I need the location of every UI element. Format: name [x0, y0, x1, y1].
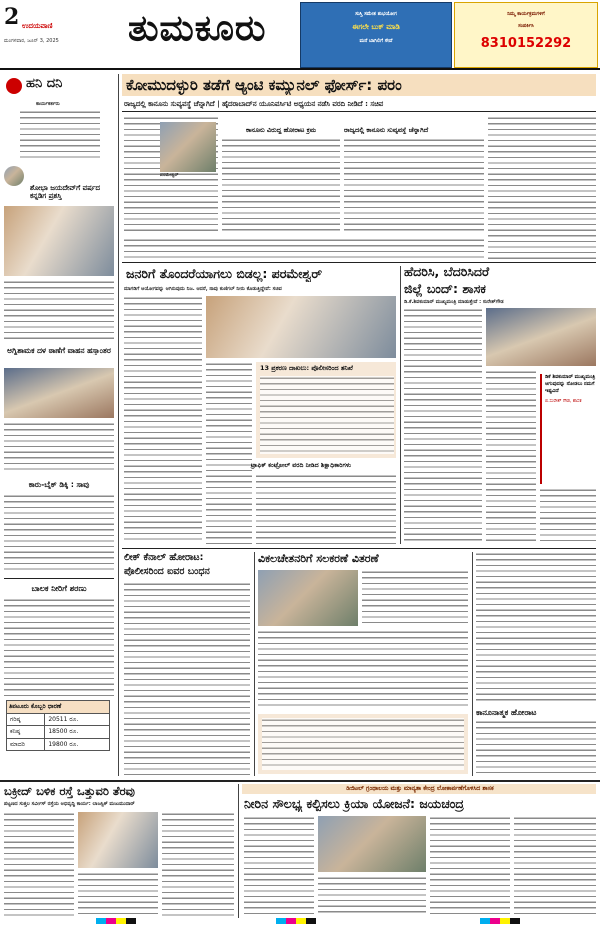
second-headline: ಜನರಿಗೆ ತೊಂದರೆಯಾಗಲು ಬಿಡಲ್ಲ: ಪರಮೇಶ್ವರ್: [126, 266, 323, 281]
ad-line: ಮನೆ ಬಾಗಿಲಿಗೆ ಸೇವೆ: [359, 38, 393, 44]
column-logo: [4, 75, 114, 101]
column-rule: [254, 552, 255, 776]
logo-dot-icon: [6, 78, 22, 94]
second-col2-text: [206, 362, 252, 544]
bottom-left-col3: [162, 812, 234, 916]
mla-photo: [486, 308, 596, 366]
fire-story-text: [4, 422, 114, 472]
box-headline: 13 ಪ್ರಕರಣ ದಾಖಲು: ಪೊಲೀಸರಿಂದ ತನಿಖೆ: [260, 364, 353, 372]
table-row: [7, 738, 110, 751]
right-subhead: ಡಿ.ಕೆ.ಶಿವಕುಮಾರ್ ಮುಖ್ಯಮಂತ್ರಿ ಮಾಡುತ್ತೇವೆ : ಸುರೇಶ್‌ಗೌಡ: [404, 299, 504, 305]
canal-headline: ಕಾನೂನಾತ್ಮಕ ಹೋರಾಟ: [476, 708, 537, 717]
bottom-right-col4: [514, 816, 596, 916]
registration-mark: [96, 918, 136, 924]
advertisement-left[interactable]: [300, 2, 452, 68]
divider: [122, 548, 596, 549]
lead-col3-text: [344, 138, 484, 234]
price-label: ಗರಿಷ್ಠ: [7, 713, 45, 726]
canal-story-text: [476, 720, 596, 776]
edition-date: ಮಂಗಳವಾರ, ಜೂನ್ 3, 2025: [4, 38, 59, 44]
lead-sub2: ರಾಜ್ಯದಲ್ಲಿ ಕಾನೂನು ಸುವ್ಯವಸ್ಥೆ ಚೆನ್ನಾಗಿದೆ: [344, 126, 429, 134]
drowning-story-text: [4, 598, 114, 696]
bottom-right-col1: [244, 816, 314, 916]
box-headline-2: ಟ್ರಾಫಿಕ್ ಕಂಟ್ರೋಲ್ ವರದಿ ನೀಡಿದ ಶಿಕ್ಷಾಧಿಕಾರಿಗಳು: [250, 462, 352, 469]
bottom-right-headline: ನೀರಿನ ಸೌಲಭ್ಯ ಕಲ್ಪಿಸಲು ಕ್ರಿಯಾ ಯೋಜನೆ: ಜಯಚಂದ್ರ: [244, 796, 464, 811]
canal-box-text: [262, 718, 464, 770]
pull-quote: [540, 374, 596, 484]
bottom-right-col2: [318, 876, 426, 916]
column-text: [20, 110, 100, 162]
box-text: [260, 376, 394, 454]
bottom-right-col3: [430, 816, 510, 916]
column-logo-text: ಹನಿ ದನಿ: [26, 76, 63, 91]
library-photo: [318, 816, 426, 872]
disabled-story-text: [258, 630, 468, 710]
lead-bottom-text: [124, 238, 484, 258]
fire-station-photo: [4, 368, 114, 418]
lead-sub1: ಕಾನೂನು ವಿರುದ್ಧ ಹೋರಾಟ ಕ್ರಮ: [245, 126, 316, 134]
column-rule: [472, 552, 473, 776]
column-rule: [238, 784, 239, 918]
disabled-event-photo: [258, 570, 358, 626]
column-rule: [400, 266, 401, 544]
divider: [4, 578, 114, 579]
ad-line: ನಿಮ್ಮ ಕಾರ್ಯಕ್ರಮಗಳಿಗೆ: [507, 11, 545, 17]
price-label: ಮಾದರಿ: [7, 738, 45, 751]
registration-mark: [276, 918, 316, 924]
bottom-left-subhead: ಪಟ್ಟಣದ ಸುತ್ತಲ ಸರ್ವೀಸ್ ರಸ್ತೆಯ ಅಭಿವೃದ್ಧಿ ಕಾರ್ಯ: ಲಾಜಸ್ಟಿಕ್ ಮಜುಮುದಾರ್: [4, 801, 135, 807]
headline-fire-station: ಅಗ್ನಿಶಾಮಕ ದಳ ಠಾಣೆಗೆ ವಾಹನ ಹಸ್ತಾಂತರ: [7, 346, 111, 355]
leak-story-text: [124, 582, 250, 776]
price-value: 18500 ರೂ.: [45, 726, 110, 739]
section-divider: [0, 780, 600, 782]
divider: [122, 111, 596, 112]
lead-headline: ಕೋಮುದಳ್ಳುರಿ ತಡೆಗೆ ಆ್ಯಂಟಿ ಕಮ್ಯುನಲ್ ಫೋರ್ಸ್: ಪರಂ: [126, 76, 402, 94]
ad-line: ಸಂಪರ್ಕಿಸಿ: [518, 23, 534, 30]
ad-line: ಸುಸ್ತಿ ಸಮೇತ ಶುಭಯೋಗ: [355, 11, 397, 17]
pull-quote-text: ಡಿಕೆ ಶಿವಕುಮಾರ್ ಮುಖ್ಯಮಂತ್ರಿ ಆಗುವುದನ್ನು ನೋಡಲು ನಮಗೆ ಇಷ್ಟವಿದೆ: [545, 374, 596, 394]
city-title: ತುಮಕೂರು: [128, 8, 267, 49]
right-headline-1: ಹೆದರಿಸಿ, ಬೆದರಿಸಿದರೆ: [404, 264, 490, 279]
pull-quote-author: ಬಿ.ಸುರೇಶ್ ಗೌಡ, ಶಾಸಕ: [545, 399, 582, 404]
price-value: 20511 ರೂ.: [45, 713, 110, 726]
award-story-text: [4, 280, 114, 342]
award-photo: [4, 206, 114, 276]
masthead: [0, 0, 600, 70]
ad-phone-number: 8310152292: [480, 35, 572, 51]
headline-award: ಶೋಭಾ ಜಯದೇವ್‌ಗೆ ವರ್ಷದ ಕನ್ನಡಿಗ ಪ್ರಶಸ್ತಿ: [30, 184, 100, 200]
bottom-left-col1: [4, 812, 74, 916]
second-col3-text: [256, 474, 396, 544]
accident-story-text: [4, 494, 114, 574]
registration-mark: [480, 918, 520, 924]
divider: [122, 262, 596, 263]
right-mid-text: [476, 552, 596, 702]
bottom-right-kicker: ಡಿಜಿಟಲ್ ಗ್ರಂಥಾಲಯ ಮತ್ತು ಮಾನ್ಯತಾ ಕೇಂದ್ರ ಲೋಕಾರ್ಪಣೆಗೊಳಿಸಿದ ಶಾಸಕ: [346, 785, 494, 792]
right-col1-text: [404, 308, 482, 544]
second-col1-text: [124, 296, 202, 544]
second-subhead: ಮಾಗಡಿಗೆ ಆಯೋಗವನ್ನು ಆಗಿರುವುದು ನಿಜ. ಆದರೆ, ನಾವು ಕುಣಿಗಲ್ ನೀರು ಕೊಡುತ್ತಿದ್ದೇವೆ: ಸಚಿವ: [124, 286, 282, 292]
right-col2-text: [486, 370, 536, 544]
page-number: 2: [4, 4, 20, 30]
lead-subhead: ರಾಜ್ಯದಲ್ಲಿ ಕಾನೂನು ಸುವ್ಯವಸ್ಥೆ ಚೆನ್ನಾಗಿದೆ | ಹೈದರಾಬಾದ್‌ನ ಯೂನಿವರ್ಸಿಟಿ ಅಧ್ಯಯನ ನಡೆಸಿ ವರದಿ ನೀಡಿದೆ : ಸಚಿವ: [124, 100, 384, 108]
paper-name: ಉದಯವಾಣಿ: [22, 22, 53, 30]
headline-accident: ಕಾರು-ಬೈಕ್ ಡಿಕ್ಕಿ : ಸಾವು: [28, 480, 90, 489]
lead-col2-text: [222, 138, 340, 234]
meeting-photo: [206, 296, 396, 358]
minister-photo: [160, 122, 216, 172]
bottom-left-headline: ಬಕ್ರೀದ್ ಬಳಿಕ ರಸ್ತೆ ಒತ್ತುವರಿ ತೆರವು: [4, 784, 135, 798]
disabled-headline: ವಿಕಲಚೇತನರಿಗೆ ಸಲಕರಣೆ ವಿತರಣೆ: [258, 552, 379, 565]
leak-headline-2: ಪೊಲೀಸರಿಂದ ಐವರ ಬಂಧನ: [124, 566, 210, 577]
price-label: ಕನಿಷ್ಠ: [7, 726, 45, 739]
column-rule: [118, 74, 119, 776]
table-row: [7, 713, 110, 726]
copra-price-table: [6, 700, 110, 751]
lead-col4-text: [488, 116, 596, 260]
column-byline: ಕಾರ್ಯಕರ್ತರು: [36, 102, 60, 107]
disabled-intro-text: [362, 570, 468, 626]
leak-headline-1: ಲೀಕ್ ಕೆನಾಲ್ ಹೋರಾಟ:: [124, 552, 204, 563]
road-photo: [78, 812, 158, 868]
column-photo: [4, 166, 24, 186]
ad-line: ಈಗಲೇ ಬುಕ್ ಮಾಡಿ: [352, 23, 400, 32]
right-col3-text: [540, 488, 596, 544]
table-row: [7, 726, 110, 739]
right-headline-2: ಜಿಲ್ಲೆ ಬಂದ್: ಶಾಸಕ: [404, 281, 486, 296]
bottom-left-col2: [78, 872, 158, 916]
advertisement-right[interactable]: [454, 2, 598, 68]
price-value: 19800 ರೂ.: [45, 738, 110, 751]
photo-caption: ಪರಮೇಶ್ವರ್: [160, 173, 179, 178]
price-table-title: ತಿಪಟೂರು ಕೊಬ್ಬರಿ ಧಾರಣೆ: [7, 701, 110, 714]
headline-drowning: ಬಾಲಕ ನೀರಿಗೆ ಶರಣು: [31, 584, 87, 593]
